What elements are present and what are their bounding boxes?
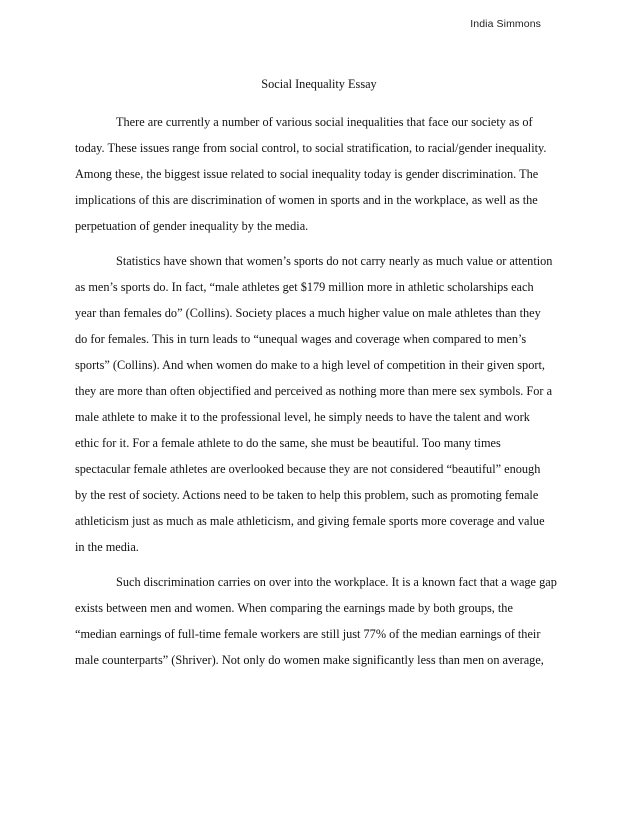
- text-line: Statistics have shown that women’s sports do not carry nearly as much value or attention: [116, 254, 553, 268]
- text-line: male athlete to make it to the professional level, he simply needs to have the talent and work: [75, 410, 530, 424]
- essay-title: Social Inequality Essay: [261, 77, 377, 91]
- text-line: “median earnings of full-time female workers are still just 77% of the median earnings of their: [75, 627, 541, 641]
- text-line: as men’s sports do. In fact, “male athletes get $179 million more in athletic scholarships each: [75, 280, 534, 294]
- text-line: There are currently a number of various social inequalities that face our society as of: [116, 115, 533, 129]
- running-header-author: India Simmons: [470, 18, 541, 30]
- text-line: they are more than often objectified and perceived as nothing more than mere sex symbols. For a: [75, 384, 553, 398]
- paragraph-1: [75, 109, 557, 239]
- text-line: sports” (Collins). And when women do make to a high level of competition in their given sport,: [75, 358, 545, 372]
- text-line: perpetuation of gender inequality by the media.: [75, 219, 309, 233]
- text-line: spectacular female athletes are overlooked because they are not considered “beautiful” enough: [75, 462, 541, 476]
- text-line: Such discrimination carries on over into the workplace. It is a known fact that a wage gap: [116, 575, 557, 589]
- text-line: year than females do” (Collins). Society places a much higher value on male athletes than they: [75, 306, 541, 320]
- text-line: by the rest of society. Actions need to be taken to help this problem, such as promoting female: [75, 488, 539, 502]
- paragraph-3: [75, 569, 557, 673]
- text-line: Among these, the biggest issue related to social inequality today is gender discrimination. The: [75, 167, 539, 181]
- paragraph-2: [75, 248, 557, 560]
- essay-body: [75, 109, 557, 673]
- text-line: implications of this are discrimination of women in sports and in the workplace, as well as the: [75, 193, 538, 207]
- text-line: exists between men and women. When comparing the earnings made by both groups, the: [75, 601, 513, 615]
- text-line: male counterparts” (Shriver). Not only do women make significantly less than men on average,: [75, 653, 544, 667]
- text-line: in the media.: [75, 540, 139, 554]
- text-line: ethic for it. For a female athlete to do the same, she must be beautiful. Too many times: [75, 436, 501, 450]
- text-line: today. These issues range from social control, to social stratification, to racial/gender inequality.: [75, 141, 547, 155]
- text-line: do for females. This in turn leads to “unequal wages and coverage when compared to men’s: [75, 332, 527, 346]
- text-line: athleticism just as much as male athleticism, and giving female sports more coverage and value: [75, 514, 545, 528]
